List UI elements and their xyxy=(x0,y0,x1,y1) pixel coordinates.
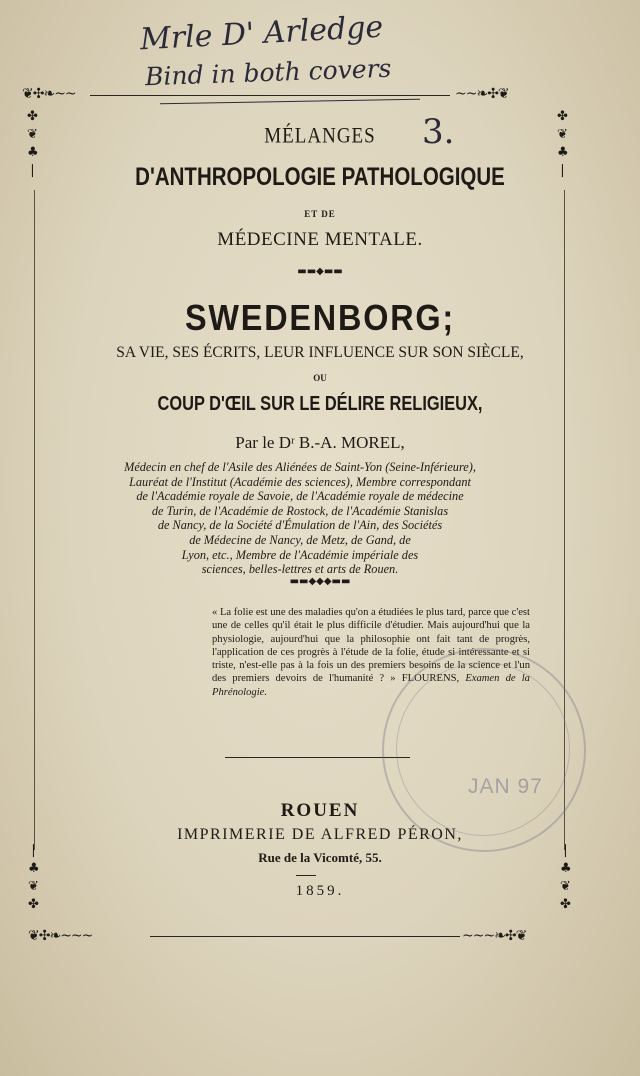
ornament-side-bottom-right-icon: ❘ ♣ ❦ ✤ xyxy=(560,843,571,912)
main-title: SWEDENBORG; xyxy=(185,297,455,338)
imprint-address: Rue de la Vicomté, 55. xyxy=(258,850,382,865)
credential-line: de Nancy, de la Société d'Émulation de l'Ain, des Sociétés xyxy=(157,518,443,533)
handwritten-binding-note: Bind in both covers xyxy=(144,53,392,92)
ornament-top-left-icon: ❦✣❧~~ xyxy=(22,86,76,102)
imprint-rule xyxy=(296,875,316,876)
border-left-rule xyxy=(34,190,35,850)
author-credentials xyxy=(70,460,530,577)
imprint-printer: IMPRIMERIE DE ALFRED PÉRON, xyxy=(177,826,463,843)
stamp-date: JAN 97 xyxy=(468,775,543,798)
series-conjunction: ET DE xyxy=(304,209,336,219)
epigraph-text: « La folie est une des maladies qu'on a étudiées le plus tard, parce que c'est une de celles qu'il était le plus difficile d'étudier. Mais aujourd'hui que la physiologie, aujourd'hui que la philosophie ont fait tant de progrès, l'application de ces progrès à l'étude de la folie, étude si intéressante et si triste, n'est-elle pas à la fois un des premiers besoins de la science et l'un des premiers devoirs de l'humanité ? » xyxy=(212,607,530,685)
handwritten-underline xyxy=(160,99,420,105)
credential-line: de Turin, de l'Académie de Rostock, de l'Académie Stanislas xyxy=(151,503,449,518)
credential-line: Lauréat de l'Institut (Académie des sciences), Membre correspondant xyxy=(129,474,471,489)
handwritten-owner-note: Mrle D' Arledge xyxy=(139,9,385,58)
epigraph-attribution: FLOURENS, xyxy=(401,673,460,685)
ornament-side-top-left-icon: ✤ ❦ ♣ ❘ xyxy=(27,109,38,178)
ornament-side-bottom-left-icon: ❘ ♣ ❦ ✤ xyxy=(28,843,39,912)
ornament-side-top-right-icon: ✤ ❦ ♣ ❘ xyxy=(557,109,568,178)
divider-ornament-1: ▬▬◆▬▬ xyxy=(297,266,343,277)
credential-line: Lyon, etc., Membre de l'Académie impériale des xyxy=(181,547,419,562)
border-bottom-rule xyxy=(150,936,460,937)
series-title-line1: MÉLANGES xyxy=(264,124,376,149)
series-title-line3: MÉDECINE MENTALE. xyxy=(217,229,423,250)
credential-line: sciences, belles-lettres et arts de Rouen. xyxy=(201,562,399,577)
ornament-bottom-left-icon: ❦✣❧~~~ xyxy=(28,928,93,944)
credential-line: de l'Académie royale de Savoie, de l'Académie royale de médecine xyxy=(136,489,464,504)
ornament-top-right-icon: ~~❧✣❦ xyxy=(455,86,509,102)
imprint-city: ROUEN xyxy=(280,800,360,821)
credential-line: de Médecine de Nancy, de Metz, de Gand, de xyxy=(189,532,411,547)
handwritten-volume-number: 3. xyxy=(422,112,455,152)
divider-ornament-2: ▬▬◆◆◆▬▬ xyxy=(289,576,351,587)
author-byline: Par le Dʳ B.-A. MOREL, xyxy=(235,433,405,452)
imprint-year: 1859. xyxy=(295,883,345,899)
alternate-title: COUP D'ŒIL SUR LE DÉLIRE RELIGIEUX, xyxy=(157,393,483,415)
credential-line: Médecin en chef de l'Asile des Aliénées de Saint-Yon (Seine-Inférieure), xyxy=(124,460,476,474)
subtitle: SA VIE, SES ÉCRITS, LEUR INFLUENCE SUR SON SIÈCLE, xyxy=(116,344,524,361)
series-title-line2: D'ANTHROPOLOGIE PATHOLOGIQUE xyxy=(135,163,505,191)
subtitle-or: OU xyxy=(313,373,327,383)
border-top-rule xyxy=(90,95,450,96)
ornament-bottom-right-icon: ~~~❧✣❦ xyxy=(462,928,527,944)
epigraph-source: Examen de la Phrénologie. xyxy=(212,673,530,698)
